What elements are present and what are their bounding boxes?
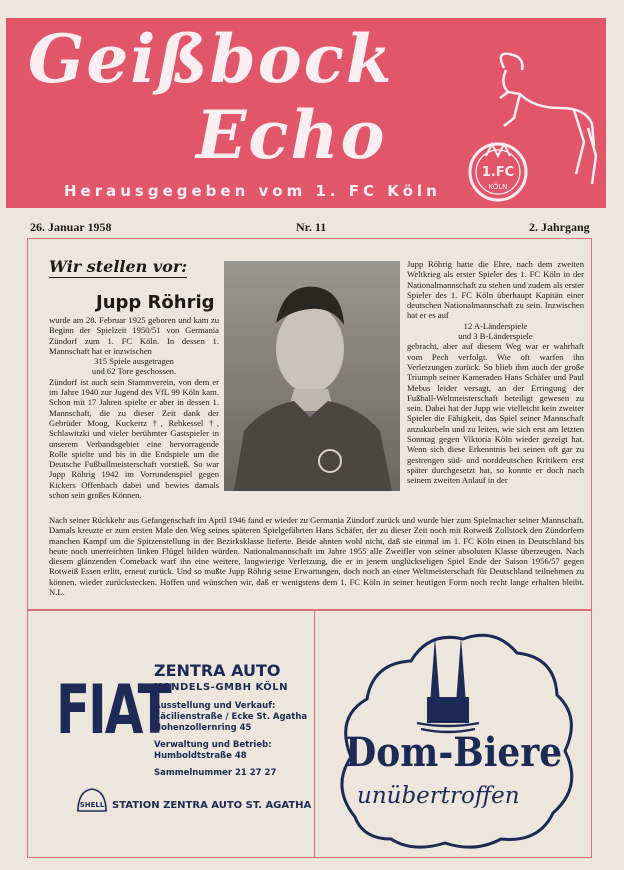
paragraph: Nach seiner Rückkehr aus Gefangenschaft im April 1946 fand er wieder zu Germania Zündorf zurück und wurde hier zum Spielmacher seiner Mannschaft. Damals kreuzte er zum ersten Male den Weg seines späteren Spielgefährten Hans Schäfer, der zu dieser Zeit noch mit Rotweiß Zollstock den Zündorfern manchen Kampf um die Spitzenstellung in der Bezirksklasse lieferte. Beide ahnten wohl nicht, daß sie einmal im 1. FC Köln einen in Deutschland bis heute noch unerreichten linken Flügel bilden würden. Nationalmannschaft im Jahre 1955 alle Zweifler von seiner absoluten Klasse überzeugen. Nach diesem glänzenden Comeback warf ihn eine weitere, langwierige Verletzung, die er in jenem unglückseligen Spiel Ende der Saison 1956/57 gegen Rotweiß Essen erlitt, erneut zurück. Und so mußte Jupp Röhrig seine Erwartungen, doch noch an einer Weltmeisterschaft für Deutschland teilnehmen zu können, wieder zurückstecken. Hoffen und wünschen wir, daß er wenigstens dem 1. FC Köln in seiner heutigen Form noch recht lange erhalten bleibt. N.L. — [49, 515, 584, 598]
admin-label: Verwaltung und Betrieb: — [154, 740, 272, 750]
company-name: ZENTRA AUTO — [154, 661, 281, 680]
issue-date: 26. Januar 1958 — [30, 220, 112, 234]
masthead — [6, 18, 606, 208]
player-portrait-icon — [224, 261, 400, 491]
slogan: unübertroffen — [357, 783, 520, 809]
sales-label: Ausstellung und Verkauf: — [154, 701, 276, 711]
article-full-width — [49, 515, 584, 597]
paragraph: Jupp Röhrig hatte die Ehre, nach dem zweiten Weltkrieg als erster Spieler des 1. FC Köln in der Nationalmannschaft zu stehen und zudem als erster Spieler des 1. FC Köln überhaupt Kapitän einer deutschen Nationalmannschaft zu sein. Inzwischen hat er es auf — [407, 259, 584, 321]
paragraph: gebracht, aber auf diesem Weg war er wahrhaft vom Pech verfolgt. Wie oft warfen ihn Verletzungen zurück. So blieb ihm auch der große Triumph seiner Kameraden Hans Schäfer und Paul Mebus leider versagt, an der Erringung der Fußball-Weltmeisterschaft beteiligt gewesen zu sein. Dabei hat der Jupp wie vielleicht kein zweiter Spieler die Fähigkeit, das Spiel seiner Mannschaft anzukurbeln und zu leiten, wie sich erst am letzten Sonntag gegen Viktoria Köln wieder gezeigt hat. Wenn sich diese Erkenntnis bei seinen oft gar zu gestrengen süd- und norddeutschen Kritikern erst später durchgesetzt hat, so konnte er doch nach seinem zweiten Anlauf in der — [407, 341, 584, 486]
dom-biere-logo: Dom-Biere — [345, 729, 563, 776]
admin-address: Humboldtstraße 48 — [154, 751, 247, 761]
sales-address-1: Cäcilienstraße / Ecke St. Agatha — [154, 712, 308, 722]
shell-logo-icon — [76, 787, 108, 815]
title-line-1: Geißbock — [28, 20, 394, 98]
fiat-advertisement — [27, 610, 315, 858]
stat-line: 315 Spiele ausgetragen — [94, 356, 174, 367]
dom-biere-advertisement — [314, 610, 592, 858]
stat-line: und 62 Tore geschossen. — [91, 366, 177, 377]
station-name: STATION ZENTRA AUTO ST. AGATHA — [112, 800, 312, 811]
paragraph: Zündorf ist auch sein Stammverein, von dem er im Jahre 1940 zur Jugend des VfL 99 Köln kam. Schon mit 17 Jahren spielte er aber in dessen 1. Mannschaft, die zu dieser Zeit dank der Gebrüder Moog, Kuckertz †, Rehkessel †, Schlawitzki und vieler berühmter Gastspieler in unserem Verbandsgebiet eine hervorragende Rolle spielte und bis in die Endspiele um die Deutsche Fußballmeisterschaft vorstieß. So war Jupp Röhrig 1942 im Vorrundenspiel gegen Kickers Offenbach dabei und bewies damals schon sein großes Können. — [49, 376, 219, 501]
crest-text: 1.FC — [481, 165, 515, 180]
issue-number: Nr. 11 — [296, 220, 327, 234]
company-subtitle: HANDELS-GMBH KÖLN — [154, 682, 289, 693]
phone-number: Sammelnummer 21 27 27 — [154, 768, 277, 778]
issue-volume: 2. Jahrgang — [529, 220, 590, 234]
stat-line: und 3 B-Länderspiele — [458, 331, 533, 342]
article-column-1 — [49, 315, 219, 500]
crest-subtext: KÖLN — [488, 183, 508, 191]
article-column-2 — [407, 259, 584, 486]
title-line-2: Echo — [196, 96, 387, 174]
stat-line: 12 A-Länderspiele — [463, 320, 528, 331]
fiat-logo: FIAT — [56, 671, 170, 750]
zentra-details — [154, 661, 307, 779]
shell-text: SHELL — [79, 801, 105, 809]
player-photo — [224, 261, 400, 491]
paragraph: wurde am 28. Februar 1925 geboren und kam zu Beginn der Spielzeit 1950/51 von Germania Zündorf zum 1. FC Köln. In dessen 1. Mannschaft hat er inzwischen — [49, 315, 219, 356]
goat-crest-icon — [464, 48, 604, 208]
player-name: Jupp Röhrig — [96, 292, 215, 313]
masthead-subtitle: Herausgegeben vom 1. FC Köln — [64, 182, 441, 200]
article-heading: Wir stellen vor: — [49, 257, 188, 276]
sales-address-2: Hohenzollernring 45 — [154, 723, 252, 733]
article — [27, 238, 592, 610]
